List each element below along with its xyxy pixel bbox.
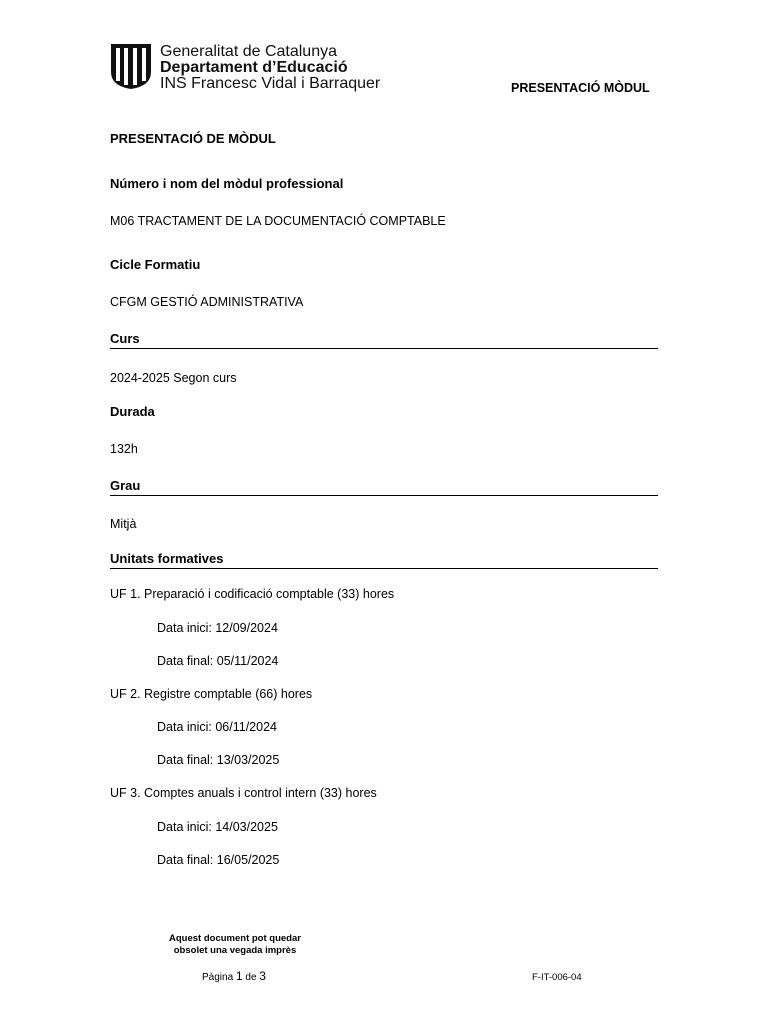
organization-name [160,44,380,92]
page-total: 3 [259,969,266,983]
unit-title: UF 1. Preparació i codificació comptable (33) hores [110,587,395,601]
grade-heading: Grau [110,478,141,493]
unit-start-date: Data inici: 14/03/2025 [157,820,278,834]
course-value: 2024-2025 Segon curs [110,371,237,385]
grade-value: Mitjà [110,517,137,531]
units-divider [110,568,658,569]
form-code: F-IT-006-04 [532,972,582,983]
units-heading: Unitats formatives [110,551,224,566]
page-current: 1 [235,969,243,983]
duration-heading: Durada [110,404,155,419]
page-label: Pàgina [202,972,234,983]
unit-end-date: Data final: 16/05/2025 [157,853,280,867]
unit-end-date: Data final: 05/11/2024 [157,654,279,668]
org-line-department: Departament d’Educació [160,59,348,76]
page-title: PRESENTACIÓ DE MÒDUL [110,131,276,146]
module-heading: Número i nom del mòdul professional [110,176,344,191]
unit-end-date: Data final: 13/03/2025 [157,753,280,767]
unit-start-date: Data inici: 06/11/2024 [157,720,277,734]
org-line-generalitat: Generalitat de Catalunya [160,43,337,60]
page-number [202,969,266,983]
course-divider [110,348,658,349]
page-of: de [245,972,257,983]
module-value: M06 TRACTAMENT DE LA DOCUMENTACIÓ COMPTABLE [110,214,446,228]
cycle-value: CFGM GESTIÓ ADMINISTRATIVA [110,295,304,309]
unit-title: UF 2. Registre comptable (66) hores [110,687,313,701]
grade-divider [110,495,658,496]
cycle-heading: Cicle Formatiu [110,257,201,272]
obsolete-notice-line1: Aquest document pot quedar [169,933,301,944]
org-line-institute: INS Francesc Vidal i Barraquer [160,75,381,92]
unit-title: UF 3. Comptes anuals i control intern (33) hores [110,786,377,800]
generalitat-logo-icon [108,42,154,90]
header-doc-title: PRESENTACIÓ MÒDUL [511,81,650,95]
obsolete-notice-line2: obsolet una vegada imprès [173,945,297,956]
duration-value: 132h [110,442,138,456]
unit-start-date: Data inici: 12/09/2024 [157,621,278,635]
course-heading: Curs [110,331,140,346]
obsolete-notice [150,933,320,957]
